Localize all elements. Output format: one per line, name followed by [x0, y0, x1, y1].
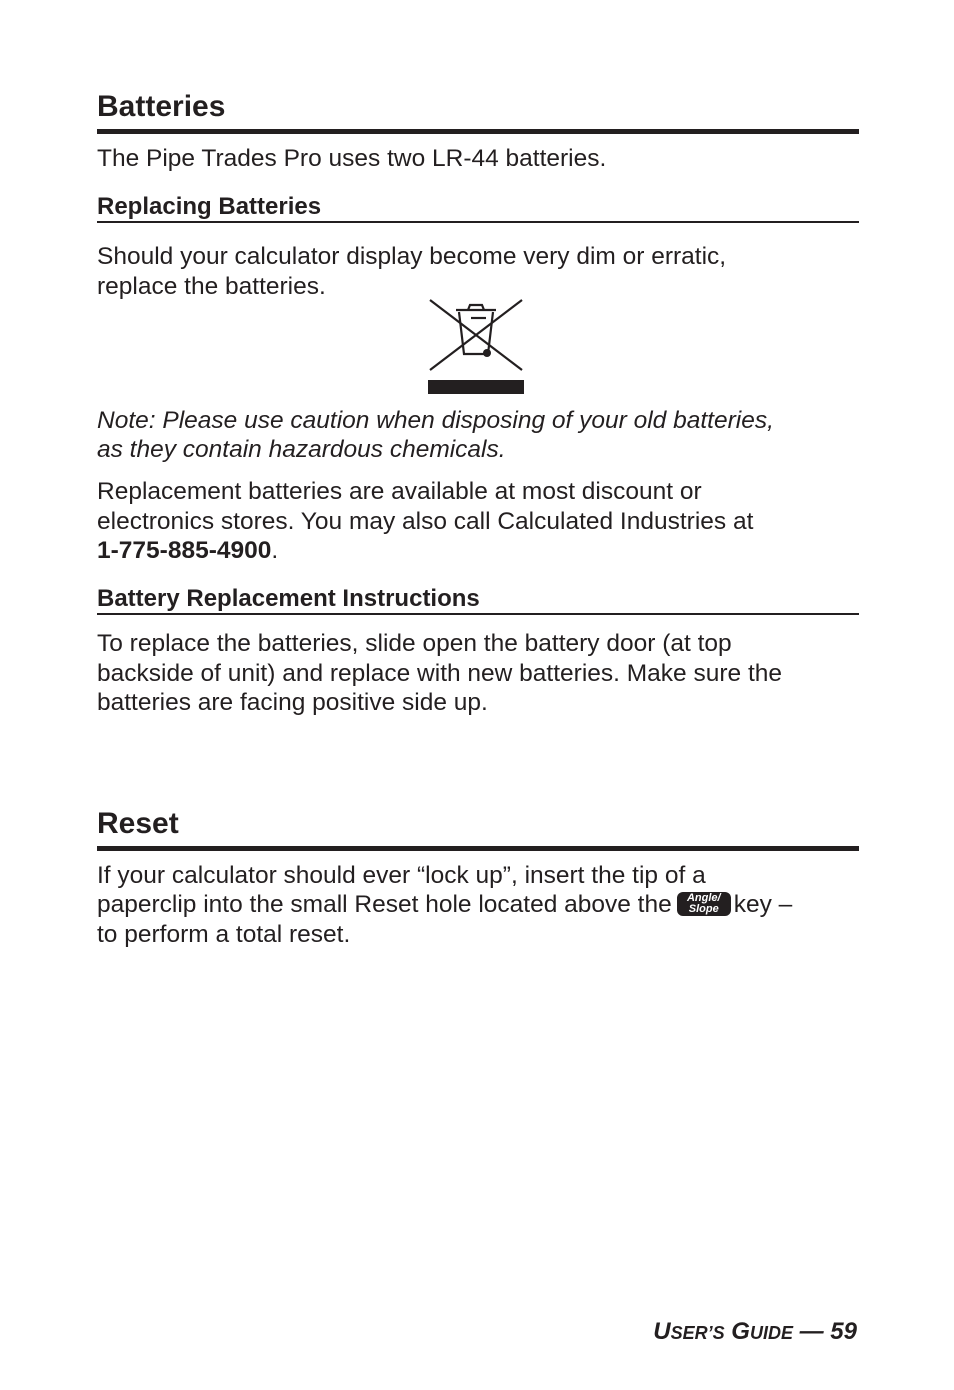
angle-slope-key-bottom: Slope — [688, 902, 719, 915]
instructions-rule — [97, 613, 859, 615]
reset-text-3: to perform a total reset. — [97, 921, 351, 948]
phone-period: . — [271, 537, 279, 564]
instructions-text-3: batteries are facing positive side up. — [97, 689, 488, 716]
reset-text-1: If your calculator should ever “lock up”, insert the tip of a — [97, 862, 706, 889]
instructions-text-1: To replace the batteries, slide open the battery door (at top — [97, 630, 732, 657]
batteries-intro: The Pipe Trades Pro uses two LR-44 batteries. — [97, 145, 607, 172]
footer-s: S — [712, 1323, 725, 1343]
phone-number: 1-775-885-4900 — [97, 537, 272, 564]
availability-text-1: Replacement batteries are available at most discount or — [97, 478, 702, 505]
availability-text-3 — [97, 536, 278, 566]
footer-u: U — [653, 1318, 671, 1345]
note-text-2: as they contain hazardous chemicals. — [97, 436, 506, 463]
availability-text-2: electronics stores. You may also call Calculated Industries at — [97, 508, 754, 535]
footer-apos: ’ — [707, 1323, 713, 1343]
batteries-heading: Batteries — [97, 90, 226, 123]
reset-heading: Reset — [97, 807, 179, 840]
angle-slope-key-icon — [677, 892, 731, 916]
replacing-text-1: Should your calculator display become very dim or erratic, — [97, 243, 727, 270]
reset-text-2 — [97, 890, 792, 920]
replacing-rule — [97, 221, 859, 223]
replacing-heading: Replacing Batteries — [97, 193, 322, 220]
crossed-out-wheelie-bin-icon — [426, 298, 526, 396]
angle-slope-key-top: Angle/ — [686, 891, 721, 904]
note-text-1: Note: Please use caution when disposing of your old batteries, — [97, 407, 774, 434]
instructions-heading: Battery Replacement Instructions — [97, 585, 480, 612]
footer-uide: UIDE — [749, 1323, 793, 1343]
replacing-text-2: replace the batteries. — [97, 273, 326, 300]
page-footer — [653, 1318, 857, 1346]
reset-rule — [97, 846, 859, 851]
footer-page-number: — 59 — [792, 1318, 857, 1345]
footer-g: G — [731, 1318, 750, 1345]
instructions-text-2: backside of unit) and replace with new batteries. Make sure the — [97, 660, 783, 687]
reset-text-2-end: key – — [733, 891, 793, 918]
footer-ser: SER — [670, 1323, 708, 1343]
reset-text-2-start: paperclip into the small Reset hole located above the — [97, 891, 672, 918]
batteries-rule — [97, 129, 859, 134]
